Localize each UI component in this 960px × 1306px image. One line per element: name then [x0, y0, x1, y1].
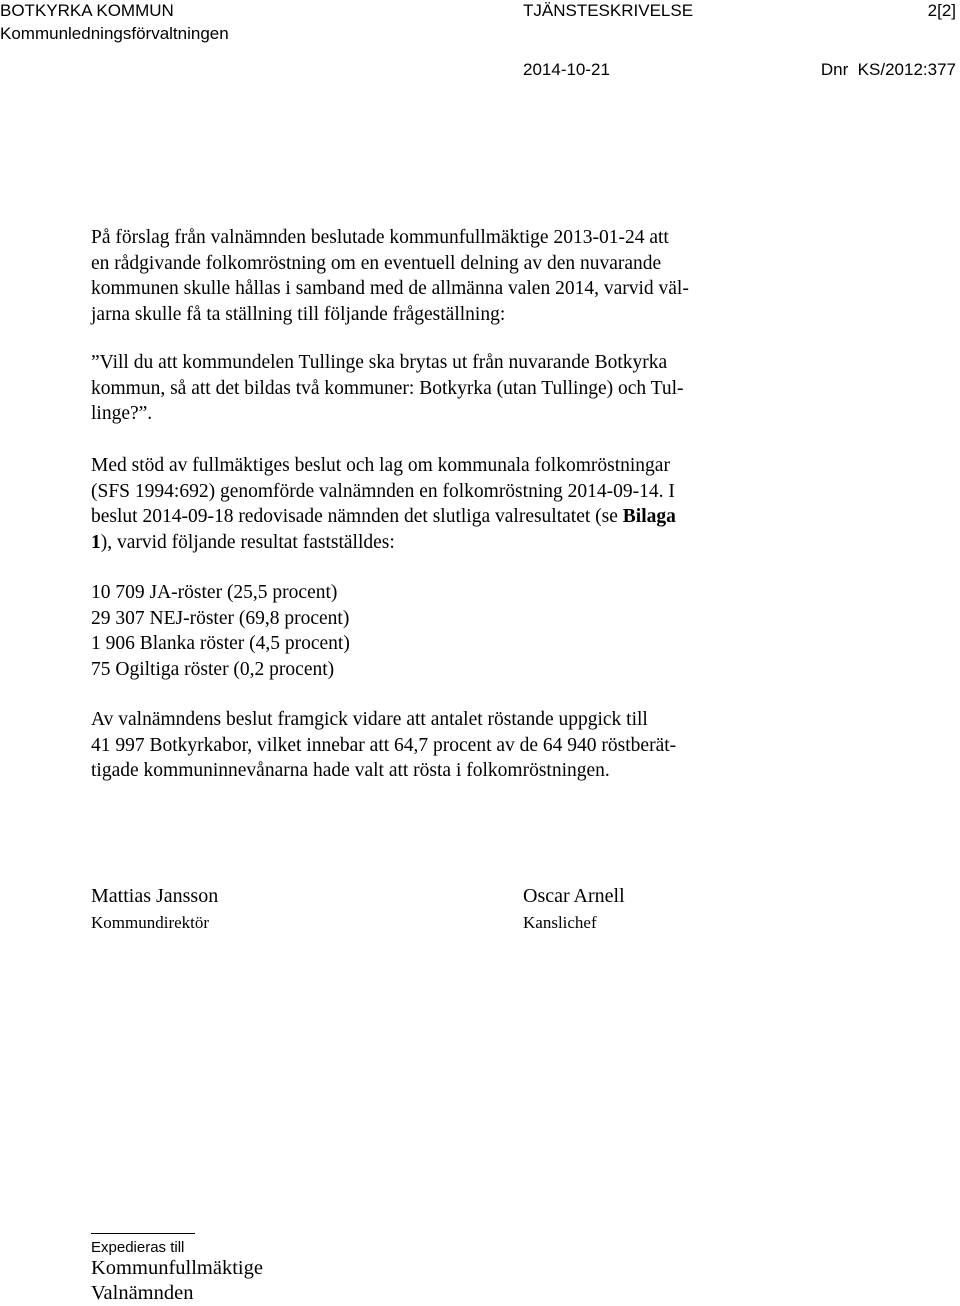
attachment-number: 1 [91, 531, 101, 553]
result-no: 29 307 NEJ-röster (69,8 procent) [91, 607, 350, 629]
signatory-name: Oscar Arnell [523, 885, 625, 907]
document-date: 2014-10-21 [523, 60, 610, 79]
attachment-reference: Bilaga [622, 506, 676, 527]
distribution-rule [91, 1233, 195, 1234]
result-yes: 10 709 JA-röster (25,5 procent) [91, 582, 338, 603]
results-list [91, 580, 350, 682]
intro-line: jarna skulle få ta ställning till följande frågeställning: [91, 303, 506, 325]
intro-line: en rådgivande folkomröstning om en eventuell delning av den nuvarande [91, 252, 662, 274]
signatory-title: Kommundirektör [91, 913, 210, 932]
decision-line: (SFS 1994:692) genomförde valnämnden en folkomröstning 2014-09-14. I [91, 480, 675, 502]
turnout-line: 41 997 Botkyrkabor, vilket innebar att 64,7 procent av de 64 940 röstberät- [91, 734, 677, 756]
decision-line [91, 530, 676, 556]
referendum-question [91, 350, 684, 427]
diary-number: Dnr KS/2012:377 [820, 60, 956, 79]
distribution-recipient: Valnämnden [91, 1282, 194, 1304]
intro-line: På förslag från valnämnden beslutade kommunfullmäktige 2013-01-24 att [91, 227, 669, 248]
intro-line: kommunen skulle hållas i samband med de allmänna valen 2014, varvid väl- [91, 278, 689, 299]
decision-line: Med stöd av fullmäktiges beslut och lag om kommunala folkomröstningar [91, 455, 670, 476]
org-name: BOTKYRKA KOMMUN [0, 1, 174, 20]
turnout-line: Av valnämndens beslut framgick vidare att antalet röstande uppgick till [91, 709, 648, 730]
question-line: kommun, så att det bildas två kommuner: Botkyrka (utan Tullinge) och Tul- [91, 377, 684, 399]
signatory-name: Mattias Jansson [91, 885, 219, 907]
distribution-recipient: Kommunfullmäktige [91, 1257, 263, 1279]
signatory-title: Kanslichef [523, 913, 597, 932]
result-invalid: 75 Ogiltiga röster (0,2 procent) [91, 658, 335, 680]
result-blank: 1 906 Blanka röster (4,5 procent) [91, 633, 350, 654]
turnout-line: tigade kommuninnevånarna hade valt att rösta i folkomröstningen. [91, 760, 610, 781]
intro-paragraph [91, 225, 689, 327]
decision-line [91, 504, 676, 530]
question-line: linge?”. [91, 403, 153, 424]
distribution-label: Expedieras till [91, 1239, 185, 1256]
decision-text: ), varvid följande resultat fastställdes: [100, 531, 395, 553]
decision-paragraph [91, 453, 676, 555]
question-line: ”Vill du att kommundelen Tullinge ska brytas ut från nuvarande Botkyrka [91, 352, 668, 373]
page-number: 2[2] [927, 1, 956, 20]
turnout-paragraph [91, 707, 676, 784]
department-name: Kommunledningsförvaltningen [0, 24, 229, 43]
document-type: TJÄNSTESKRIVELSE [523, 1, 694, 20]
decision-text: beslut 2014-09-18 redovisade nämnden det slutliga valresultatet (se [91, 506, 623, 527]
